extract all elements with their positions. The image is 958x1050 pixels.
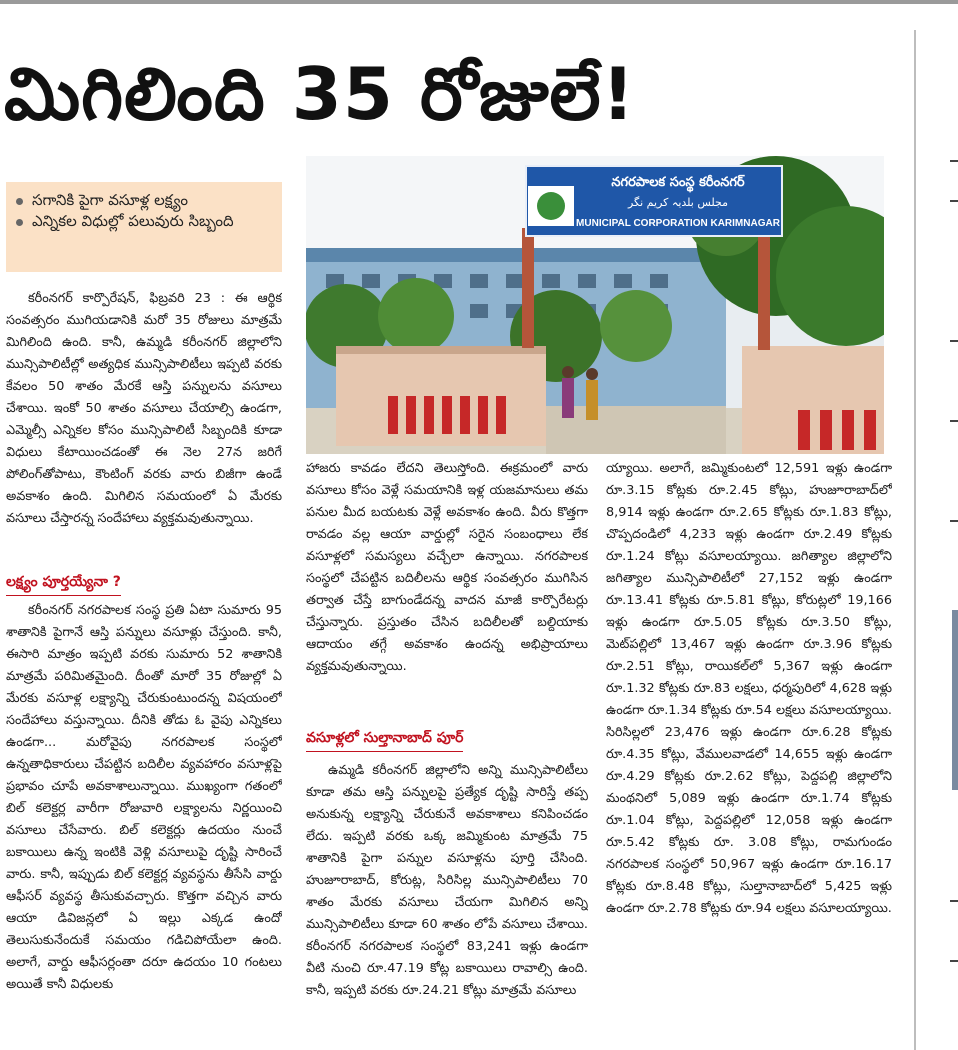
article-photo <box>306 156 884 454</box>
adjacent-article-edge <box>950 420 958 422</box>
highlights-box <box>6 182 282 272</box>
adjacent-article-edge <box>950 160 958 162</box>
article-paragraph-1: కరీంనగర్ నగరపాలక సంస్థ ప్రతి ఏటా సుమారు 95 శాతానికి పైగానే ఆస్తి పన్నులు వసూళ్లు చేస్తుంది. కానీ, ఈసారి మాత్రం ఇప్పటి వరకు సుమారు 52 శాతానికి మాత్రమే పరిమితమైంది. దీంతో మారో 35 రోజుల్లో ఏ మేరకు వసూళ్ల లక్ష్యాన్ని చేరుకుంటుందన్న విషయంలో సందేహాలు వస్తున్నాయి. దీనికి తోడు ఓ వైపు ఎన్నికలు ఉండగా... మరోవైపు నగరపాలక సంస్థలో ఉన్నతాధికారులు చేపట్టిన బదిలీల వ్యవహారం వసూళ్లపై ప్రభావం చూపే అవకాశాలున్నాయి. ముఖ్యంగా గతంలో బిల్ కలెక్టర్ల వారీగా రోజువారి లక్ష్యాలను నిర్ణయించి వసూలు చేసేవారు. బిల్ కలెక్టర్లు ఉదయం నుంచే బకాయిలు ఉన్న ఇంటికి వెళ్లి వసూలుపై దృష్టి సారించే వారు. కానీ, ఇప్పుడు బిల్ కలెక్టర్ల వ్యవస్థను తీసేసి వార్డు ఆఫీసర్ వ్యవస్థ తీసుకువచ్చారు. కొత్తగా వచ్చిన వారు ఆయా డివిజన్లలో ఏ ఇల్లు ఎక్కడ ఉందో తెలుసుకునేందుకే సమయం గడిచిపోయేలా ఉంది. అలాగే, వార్డు ఆఫీసర్లంతా దరూ ఉదయం 10 గంటలు అయితే కానీ విధులకు <box>6 603 282 992</box>
sign-urdu: مجلس بلدیہ کریم نگر <box>627 196 729 209</box>
highlight-item: ఎన్నికల విధుల్లో పలువురు సిబ్బంది <box>14 211 274 232</box>
adjacent-article-edge <box>950 900 958 902</box>
column-divider <box>914 30 916 1050</box>
municipal-building-photo <box>306 156 884 454</box>
sign-english: MUNICIPAL CORPORATION KARIMNAGAR <box>576 218 780 229</box>
adjacent-article-edge <box>950 340 958 342</box>
highlight-item: సగానికి పైగా వసూళ్ల లక్ష్యం <box>14 190 274 211</box>
adjacent-article-edge <box>950 520 958 522</box>
article-intro-column <box>6 288 282 558</box>
article-paragraph-col2: హాజరు కావడం లేదని తెలుస్తోంది. ఈక్రమంలో వారు వసూలు కోసం వెళ్లే సమయానికి ఇళ్ల యజమానులు తమ పనుల మీద బయటకు వెళ్లే అవకాశం ఉంది. వీరు కొత్తగా రావడం వల్ల ఆయా వార్డుల్లో సరైన సంబంధాలు లేక వసూళ్లలో సమస్యలు వచ్చేలా ఉన్నాయి. నగరపాలక సంస్థలో చేపట్టిన బదిలీలను ఆర్థిక సంవత్సరం ముగిసిన తర్వాత చేస్తే బాగుండేదన్న వాదన మాజీ కార్పొరేటర్లు చేస్తున్నారు. ప్రస్తుతం చేసిన బదిలీలతో బల్దియాకు ఆదాయం తగ్గే అవకాశం ఉందన్న అభిప్రాయాలు వ్యక్తమవుతున్నాయి. <box>306 461 588 674</box>
subhead-2-wrap <box>306 720 588 756</box>
top-border <box>0 0 958 4</box>
subheading-1: లక్ష్యం పూర్తయ్యేనా ? <box>6 570 121 596</box>
adjacent-article-image <box>952 610 958 790</box>
adjacent-article-edge <box>950 200 958 202</box>
subheading-2: వసూళ్లలో సుల్తానాబాద్ పూర్ <box>306 726 463 752</box>
article-paragraph-col3: య్యాయి. అలాగే, జమ్మికుంటలో 12,591 ఇళ్లు ఉండగా రూ.3.15 కోట్లకు రూ.2.45 కోట్లు, హుజూరాబాద్‌లో 8,914 ఇళ్లు ఉండగా రూ.2.65 కోట్లకు రూ.1.83 కోట్లు, చొప్పదండిలో 4,233 ఇళ్లు ఉండగా రూ.2.49 కోట్లకు రూ.1.24 కోట్లు వసూలయ్యాయి. జగిత్యాల జిల్లాలోని జగిత్యాల మున్సిపాలిటీలో 27,152 ఇళ్లు ఉండగా రూ.13.41 కోట్లకు రూ.5.81 కోట్లు, కోరుట్లలో 19,166 ఇళ్లు ఉండగా రూ.5.05 కోట్లకు రూ.3.50 కోట్లు, మెట్‌పల్లిలో 13,467 ఇళ్లు ఉండగా రూ.3.96 కోట్లకు రూ.2.51 కోట్లు, రాయికల్‌లో 5,367 ఇళ్లు ఉండగా రూ.1.32 కోట్లకు రూ.83 లక్షలు, ధర్మపురిలో 4,628 ఇళ్లు ఉండగా రూ.1.34 కోట్లకు రూ.54 లక్షలు వసూలయ్యాయి. సిరిసిల్లలో 23,476 ఇళ్లు ఉండగా రూ.6.28 కోట్లకు రూ.4.35 కోట్లు, వేములవాడలో 14,655 ఇళ్లు ఉండగా రూ.4.29 కోట్లకు రూ.2.62 కోట్లు, పెద్దపల్లి జిల్లాలోని మంథనిలో 5,089 ఇళ్లు ఉండగా రూ.1.74 కోట్లకు రూ.1.04 కోట్లు, పెద్దపల్లిలో 12,058 ఇళ్లు ఉండగా రూ.5.42 కోట్లకు రూ. 3.08 కోట్లు, రామగుండం నగరపాలక సంస్థలో 50,967 ఇళ్లు ఉండగా రూ.16.17 కోట్లకు రూ.8.48 కోట్లు, సుల్తానాబాద్‌లో 5,425 ఇళ్లు ఉండగా రూ.2.78 కోట్లకు రూ.94 లక్షలు వసూలయ్యాయి. <box>606 461 892 916</box>
sign-telugu: నగరపాలక సంస్థ కరీంనగర్ <box>611 175 745 190</box>
article-paragraph-2: ఉమ్మడి కరీంనగర్ జిల్లాలోని అన్ని మున్సిపాలిటీలు కూడా తమ ఆస్తి పన్నులపై ప్రత్యేక దృష్టి సారిస్తే తప్ప అనుకున్న లక్ష్యాన్ని చేరుకునే అవకాశాలు కనిపించడం లేదు. ఇప్పటి వరకు ఒక్క జమ్మికుంట మాత్రమే 75 శాతానికి పైగా పన్నుల వసూళ్లను పూర్తి చేసింది. హుజూరాబాద్, కోరుట్ల, సిరిసిల్ల మున్సిపాలిటీలు 70 శాతం మేరకు వసూలు చేయగా మిగిలిన అన్ని మున్సిపాలిటీలు కూడా 60 శాతం లోపే వసూలు చేశాయి. కరీంనగర్ నగరపాలక సంస్థలో 83,241 ఇళ్లు ఉండగా వీటి నుంచి రూ.47.19 కోట్ల బకాయిలు రావాల్సి ఉంది. కానీ, ఇప్పటి వరకు రూ.24.21 కోట్లు మాత్రమే వసూలు <box>306 763 588 998</box>
headline: మిగిలింది 35 రోజులే! <box>4 52 636 136</box>
adjacent-article-edge <box>950 960 958 962</box>
article-column-2 <box>306 458 588 720</box>
article-intro: కరీంనగర్ కార్పొరేషన్, ఫిబ్రవరి 23 : ఈ ఆర్థిక సంవత్సరం ముగియడానికి మరో 35 రోజులు మాత్రమే మిగిలింది ఉంది. కానీ, ఉమ్మడి కరీంనగర్ జిల్లాలోని మున్సిపాలిటీల్లో అత్యధిక మున్సిపాలిటీలు ఇప్పటి వరకు కేవలం 50 శాతం మేరకే ఆస్తి పన్నులను వసూలు చేశాయి. ఇంకో 50 శాతం వసూలు చేయాల్సి ఉండగా, ఎమ్మెల్సీ ఎన్నికల కోసం మున్సిపాలిటీ సిబ్బందికి కూడా విధులు కేటాయించడంతో ఈ నెల 27న జరిగే పోలింగ్‌తోపాటు, కౌంటింగ్ వరకు వారు బిజీగా ఉండే అవకాశం ఉంది. మిగిలిన సమయంలో ఏ మేరకు వసూలు చేస్తారన్న సందేహాలు వ్యక్తమవుతున్నాయి. <box>6 291 282 526</box>
article-column-3 <box>606 458 892 1044</box>
subhead-1-wrap <box>6 564 282 604</box>
article-column-2b <box>306 760 588 1044</box>
article-column-1 <box>6 600 282 1040</box>
